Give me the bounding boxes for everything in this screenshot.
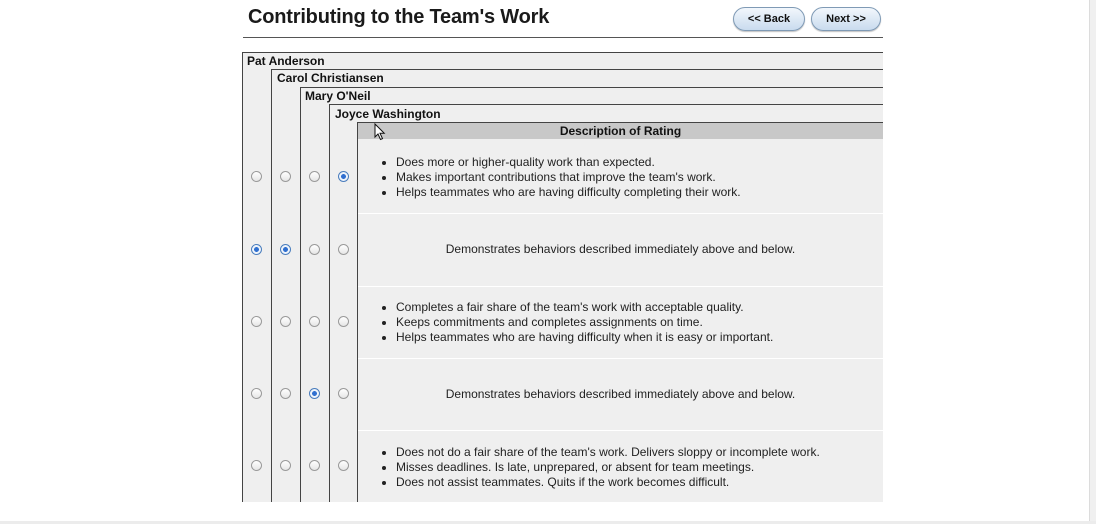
column-line (271, 69, 272, 502)
member-name-mary: Mary O'Neil (305, 89, 371, 103)
member-name-carol: Carol Christiansen (277, 71, 384, 85)
rating-radio-r3-pat[interactable] (251, 316, 262, 327)
rating-radio-r2-mary[interactable] (309, 244, 320, 255)
rating-radio-r3-joyce[interactable] (338, 316, 349, 327)
rating-radio-r5-carol[interactable] (280, 460, 291, 471)
rating-radio-r4-mary[interactable] (309, 388, 320, 399)
list-item: • Keeps commitments and completes assignments on time. (396, 315, 773, 330)
rating-radio-r2-carol[interactable] (280, 244, 291, 255)
rating-description-list (383, 155, 741, 200)
list-item: • Does more or higher-quality work than expected. (396, 155, 741, 170)
next-button[interactable]: Next >> (811, 7, 881, 31)
column-line (357, 122, 358, 502)
list-item: • Helps teammates who are having difficulty completing their work. (396, 185, 741, 200)
mouse-cursor-icon (374, 123, 386, 141)
rating-radio-r3-mary[interactable] (309, 316, 320, 327)
row-divider (358, 213, 883, 214)
list-item: • Completes a fair share of the team's work with acceptable quality. (396, 300, 773, 315)
list-item: • Makes important contributions that improve the team's work. (396, 170, 741, 185)
description-header: Description of Rating (358, 123, 883, 139)
header-line (271, 69, 883, 70)
rating-radio-r2-joyce[interactable] (338, 244, 349, 255)
member-name-joyce: Joyce Washington (335, 107, 441, 121)
header-line (242, 52, 883, 53)
rating-radio-r1-mary[interactable] (309, 171, 320, 182)
column-line (300, 87, 301, 502)
row-divider (358, 430, 883, 431)
list-item: • Does not do a fair share of the team's work. Delivers sloppy or incomplete work. (396, 445, 820, 460)
row-divider (358, 286, 883, 287)
member-name-pat: Pat Anderson (247, 54, 325, 68)
rating-radio-r5-mary[interactable] (309, 460, 320, 471)
rating-description-list (383, 300, 773, 345)
header-line (300, 87, 883, 88)
rating-radio-r5-pat[interactable] (251, 460, 262, 471)
rating-radio-r3-carol[interactable] (280, 316, 291, 327)
list-item: • Helps teammates who are having difficulty when it is easy or important. (396, 330, 773, 345)
row-divider (358, 358, 883, 359)
rating-description-text: Demonstrates behaviors described immediately above and below. (445, 387, 796, 401)
rating-radio-r1-pat[interactable] (251, 171, 262, 182)
header-line (329, 104, 883, 105)
rating-radio-r2-pat[interactable] (251, 244, 262, 255)
page-title: Contributing to the Team's Work (248, 6, 550, 28)
rating-description-text: Demonstrates behaviors described immediately above and below. (445, 242, 796, 256)
rating-radio-r1-carol[interactable] (280, 171, 291, 182)
list-item: • Does not assist teammates. Quits if the work becomes difficult. (396, 475, 820, 490)
title-divider (243, 37, 883, 38)
rating-radio-r4-joyce[interactable] (338, 388, 349, 399)
back-button[interactable]: << Back (733, 7, 805, 31)
rating-radio-r4-pat[interactable] (251, 388, 262, 399)
rating-radio-r1-joyce[interactable] (338, 171, 349, 182)
rating-radio-r5-joyce[interactable] (338, 460, 349, 471)
rating-radio-r4-carol[interactable] (280, 388, 291, 399)
rating-description-list (383, 445, 820, 490)
list-item: • Misses deadlines. Is late, unprepared, or absent for team meetings. (396, 460, 820, 475)
column-line (242, 52, 243, 502)
column-line (329, 104, 330, 502)
window-edge (1089, 0, 1096, 524)
